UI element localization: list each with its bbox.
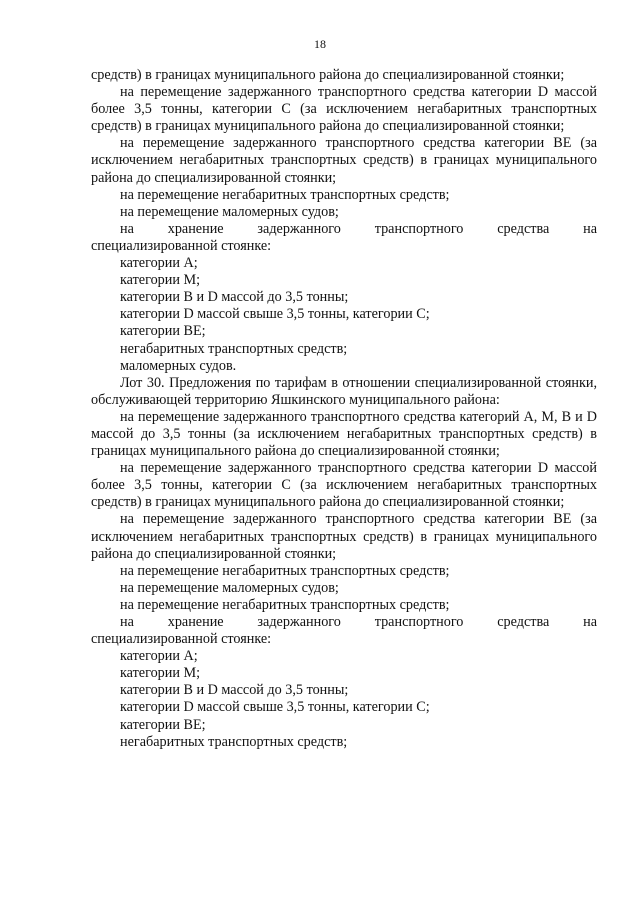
paragraph: на перемещение задержанного транспортного средства категории BE (за исключением негабаритных транспортных средств) в границах муниципального района до специализированной стоянки; [91, 135, 597, 186]
paragraph [91, 614, 597, 648]
paragraph: категории M; [120, 272, 201, 289]
paragraph: категории B и D массой до 3,5 тонны; [120, 289, 349, 306]
document-body [91, 67, 597, 751]
paragraph: на перемещение негабаритных транспортных средств; [120, 562, 450, 579]
paragraph: категории M; [120, 665, 201, 682]
paragraph-line: специализированной стоянке: [91, 237, 272, 254]
paragraph: категории BE; [120, 716, 206, 733]
paragraph: Лот 30. Предложения по тарифам в отношении специализированной стоянки, обслуживающей территорию Яшкинского муниципального района: [91, 374, 597, 408]
paragraph: на перемещение негабаритных транспортных средств; [120, 186, 450, 203]
paragraph: средств) в границах муниципального района до специализированной стоянки; [91, 67, 565, 83]
page-number: 18 [314, 37, 326, 51]
paragraph: категории D массой свыше 3,5 тонны, категории C; [120, 699, 430, 716]
paragraph: категории B и D массой до 3,5 тонны; [120, 682, 349, 699]
paragraph: на перемещение задержанного транспортного средства категории D массой более 3,5 тонны, категории C (за исключением негабаритных транспортных средств) в границах муниципального района до специализированной стоянки; [91, 460, 597, 511]
paragraph: категории D массой свыше 3,5 тонны, категории C; [120, 306, 430, 323]
paragraph: категории A; [120, 255, 198, 272]
paragraph: маломерных судов. [120, 357, 237, 374]
paragraph: на перемещение негабаритных транспортных средств; [120, 596, 450, 613]
paragraph: категории A; [120, 648, 198, 665]
paragraph: на перемещение задержанного транспортного средства категорий A, M, B и D массой до 3,5 тонны (за исключением негабаритных транспортных средств) в границах муниципального района до специализированной стоянки; [91, 408, 597, 460]
paragraph: на перемещение задержанного транспортного средства категории BE (за исключением негабаритных транспортных средств) в границах муниципального района до специализированной стоянки; [91, 511, 597, 562]
paragraph-line: на хранение задержанного транспортного средства на [120, 220, 597, 237]
paragraph-line: специализированной стоянке: [91, 631, 272, 648]
paragraph: на перемещение задержанного транспортного средства категории D массой более 3,5 тонны, категории C (за исключением негабаритных транспортных средств) в границах муниципального района до специализированной стоянки; [91, 84, 597, 135]
paragraph: негабаритных транспортных средств; [120, 340, 348, 357]
paragraph: категории BE; [120, 323, 206, 340]
paragraph: на перемещение маломерных судов; [120, 203, 339, 220]
paragraph-line: на хранение задержанного транспортного средства на [120, 614, 597, 630]
paragraph: негабаритных транспортных средств; [120, 733, 348, 750]
paragraph: на перемещение маломерных судов; [120, 579, 339, 596]
paragraph [91, 221, 597, 255]
